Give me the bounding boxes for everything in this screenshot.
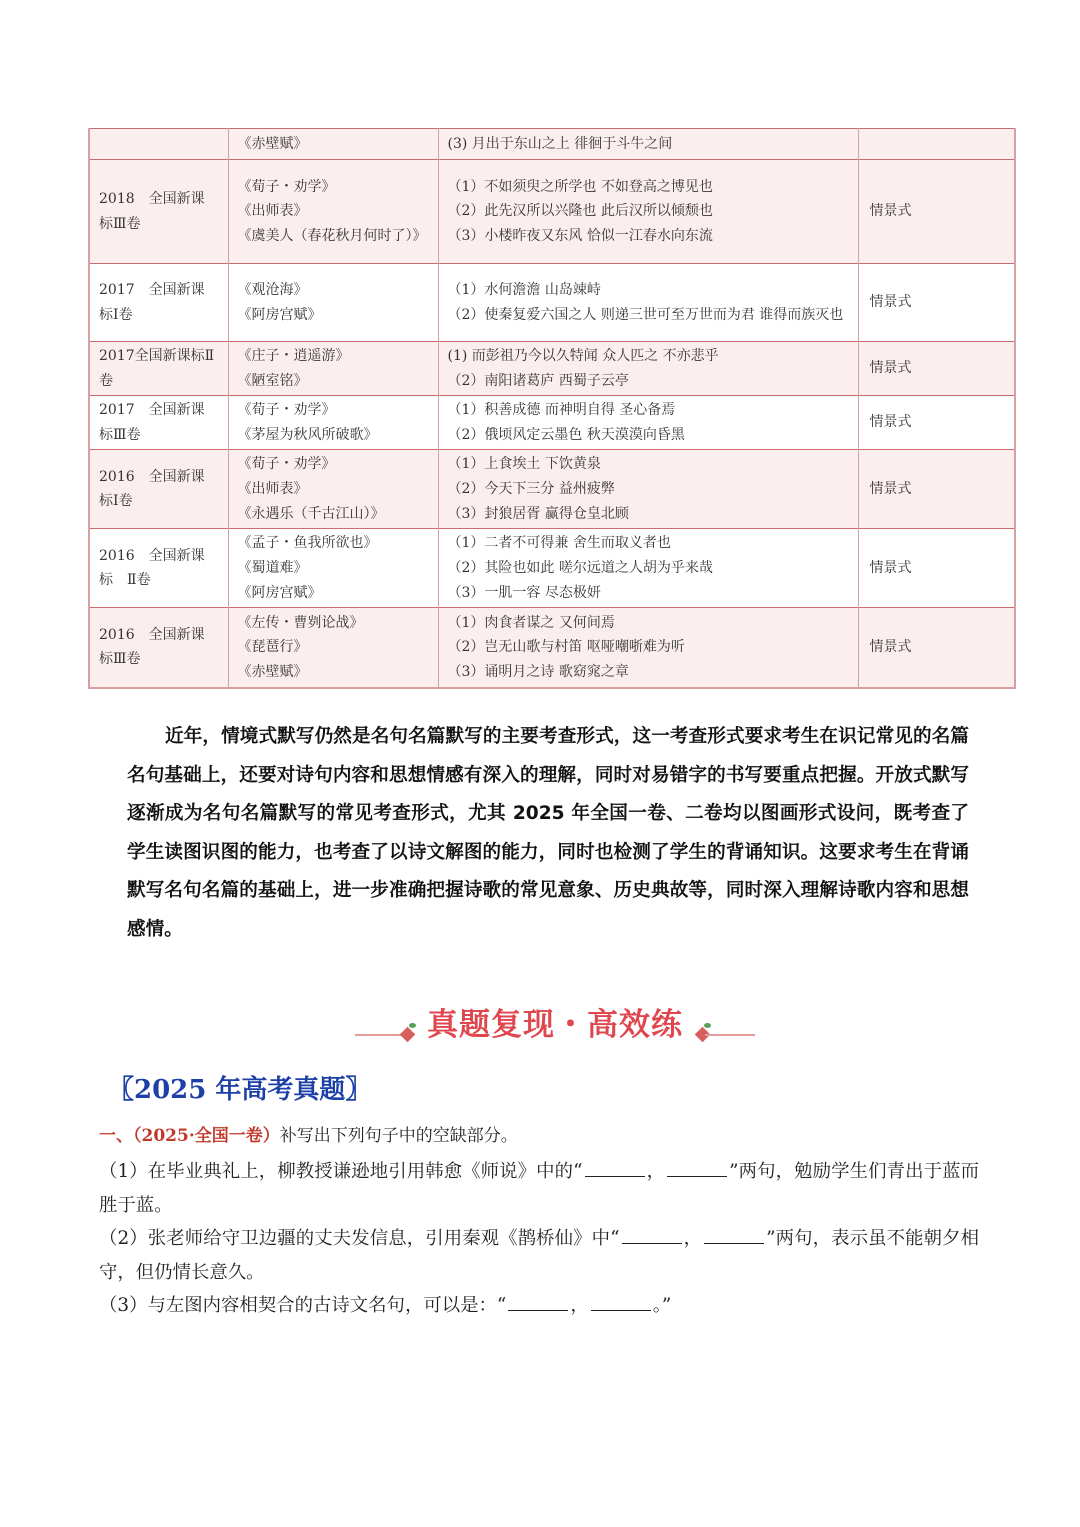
type-cell: 情景式 [858,160,1015,264]
line-cell: （1）肉食者谋之 又何间焉 （2）岂无山歌与村笛 呕哑嘲哳难为听 （3）诵明月之诗 歌窈窕之章 [438,608,858,688]
type-cell: 情景式 [858,396,1015,450]
year-cell: 2016 全国新课标Ⅰ卷 [89,450,228,529]
line-cell: (3) 月出于东山之上 徘徊于斗牛之间 [438,129,858,160]
question-source: （2025·全国一卷） [133,1126,280,1146]
answer-blank[interactable] [622,1225,682,1244]
answer-blank[interactable] [585,1158,645,1177]
year-cell: 2017 全国新课标Ⅰ卷 [89,264,228,342]
type-cell: 情景式 [858,529,1015,608]
leaf-icon [704,1023,711,1028]
line-cell: （1）不如须臾之所学也 不如登高之博见也 （2）此先汉所以兴隆也 此后汉所以倾颓也 （3）小楼昨夜又东风 恰似一江春水向东流 [438,160,858,264]
line-cell: （1）上食埃土 下饮黄泉 （2）今天下三分 益州疲弊 （3）封狼居胥 赢得仓皇北顾 [438,450,858,529]
line-cell: （1）二者不可得兼 舍生而取义者也 （2）其险也如此 嗟尔远道之人胡为乎来哉 （3）一肌一容 尽态极妍 [438,529,858,608]
leaf-icon [409,1023,416,1028]
answer-blank[interactable] [508,1292,568,1311]
line-cell: （1）水何澹澹 山岛竦峙 （2）使秦复爱六国之人 则递三世可至万世而为君 谁得而族灭也 [438,264,858,342]
question-header [99,1123,979,1149]
type-cell [858,129,1015,160]
year-cell: 2016 全国新课标Ⅲ卷 [89,608,228,688]
banner-line-left [355,1034,405,1036]
text-cell: 《荀子・劝学》 《出师表》 《虞美人（春花秋月何时了）》 [228,160,438,264]
table-row [89,608,1015,688]
text-cell: 《左传・曹刿论战》 《琵琶行》 《赤壁赋》 [228,608,438,688]
question-number: 一、 [99,1126,133,1146]
text-cell: 《观沧海》 《阿房宫赋》 [228,264,438,342]
type-cell: 情景式 [858,450,1015,529]
table-row [89,396,1015,450]
year-cell: 2016 全国新课标 Ⅱ卷 [89,529,228,608]
text-cell: 《荀子・劝学》 《茅屋为秋风所破歌》 [228,396,438,450]
table-row [89,342,1015,396]
answer-blank[interactable] [591,1292,651,1311]
line-cell: （1）积善成德 而神明自得 圣心备焉 （2）俄顷风定云墨色 秋天漠漠向昏黑 [438,396,858,450]
question-item: （2）张老师给守卫边疆的丈夫发信息，引用秦观《鹊桥仙》中“ ， ”两句，表示虽不能朝夕相守，但仍情长意久。 [99,1222,979,1290]
table-row [89,264,1015,342]
question-prompt: 补写出下列句子中的空缺部分。 [279,1126,518,1146]
type-cell: 情景式 [858,264,1015,342]
year-cell: 2017全国新课标Ⅱ卷 [89,342,228,396]
text-cell: 《荀子・劝学》 《出师表》 《永遇乐（千古江山）》 [228,450,438,529]
banner-line-right [705,1034,755,1036]
banner-title: 真题复现・高效练 [427,1007,683,1043]
line-cell: (1) 而彭祖乃今以久特闻 众人匹之 不亦悲乎 （2）南阳诸葛庐 西蜀子云亭 [438,342,858,396]
text-cell: 《赤壁赋》 [228,129,438,160]
year-cell [89,129,228,160]
type-cell: 情景式 [858,608,1015,688]
table-row [89,450,1015,529]
summary-paragraph: 近年，情境式默写仍然是名句名篇默写的主要考查形式，这一考查形式要求考生在识记常见的名篇名句基础上，还要对诗句内容和思想情感有深入的理解，同时对易错字的书写要重点把握。开放式默写逐渐成为名句名篇默写的常见考查形式，尤其 2025 年全国一卷、二卷均以图画形式设问，既考查了学生读图识图的能力，也考查了以诗文解图的能力，同时也检测了学生的背诵知识。这要求考生在背诵默写名句名篇的基础上，进一步准确把握诗歌的常见意象、历史典故等，同时深入理解诗歌内容和思想感情。 [127,726,969,940]
year-cell: 2017 全国新课标Ⅲ卷 [89,396,228,450]
text-cell: 《孟子・鱼我所欲也》 《蜀道难》 《阿房宫赋》 [228,529,438,608]
answer-blank[interactable] [667,1158,727,1177]
answer-blank[interactable] [704,1225,764,1244]
question-item: （1）在毕业典礼上，柳教授谦逊地引用韩愈《师说》中的“ ， ”两句，勉励学生们青出于蓝而胜于蓝。 [99,1155,979,1223]
year-cell: 2018 全国新课标Ⅲ卷 [89,160,228,264]
diamond-icon [400,1027,416,1043]
exam-table [88,128,1016,689]
text-cell: 《庄子・逍遥游》 《陋室铭》 [228,342,438,396]
table-row [89,529,1015,608]
table-row [89,129,1015,160]
table-row [89,160,1015,264]
section-banner [355,1003,755,1051]
type-cell: 情景式 [858,342,1015,396]
question-item: （3）与左图内容相契合的古诗文名句，可以是：“ ， 。” [99,1289,979,1323]
section-title: 〖2025 年高考真题〗 [108,1075,372,1105]
